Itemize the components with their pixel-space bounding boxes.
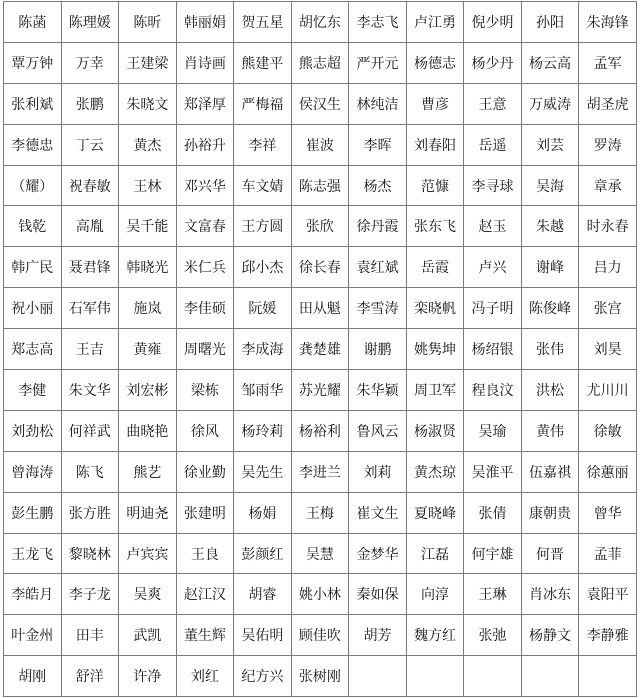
table-cell: 韩广民 bbox=[4, 247, 62, 288]
table-cell: 刘劲松 bbox=[4, 410, 62, 451]
table-cell: 李子龙 bbox=[61, 574, 119, 615]
table-cell: 李德忠 bbox=[4, 124, 62, 165]
table-cell: 姚小林 bbox=[291, 574, 349, 615]
table-cell: 章承 bbox=[579, 165, 637, 206]
table-cell: 米仁兵 bbox=[176, 247, 234, 288]
table-cell: 江磊 bbox=[406, 533, 464, 574]
table-cell: 朱越 bbox=[521, 206, 579, 247]
table-cell: 聂君锋 bbox=[61, 247, 119, 288]
table-cell: 施岚 bbox=[119, 288, 177, 329]
table-cell: 陈理媛 bbox=[61, 2, 119, 43]
table-cell: 吴先生 bbox=[234, 451, 292, 492]
table-cell: 武凯 bbox=[119, 615, 177, 656]
table-cell: 吴瑜 bbox=[464, 410, 522, 451]
table-cell: 韩晓光 bbox=[119, 247, 177, 288]
table-cell: 严梅福 bbox=[234, 83, 292, 124]
table-cell bbox=[464, 656, 522, 697]
table-cell: 明迪尧 bbox=[119, 492, 177, 533]
table-cell: 张利斌 bbox=[4, 83, 62, 124]
table-cell bbox=[349, 656, 407, 697]
table-cell: 冯子明 bbox=[464, 288, 522, 329]
table-cell: 田丰 bbox=[61, 615, 119, 656]
table-row bbox=[4, 451, 637, 492]
table-cell: 刘莉 bbox=[349, 451, 407, 492]
table-cell: 车文婧 bbox=[234, 165, 292, 206]
table-cell: 李静雅 bbox=[579, 615, 637, 656]
table-row bbox=[4, 247, 637, 288]
table-cell: 杨德志 bbox=[406, 42, 464, 83]
table-cell: 李雪涛 bbox=[349, 288, 407, 329]
table-cell: 纪方兴 bbox=[234, 656, 292, 697]
table-cell: 王龙飞 bbox=[4, 533, 62, 574]
table-row bbox=[4, 492, 637, 533]
table-cell: 李寻球 bbox=[464, 165, 522, 206]
table-cell: 文富春 bbox=[176, 206, 234, 247]
table-cell: 许净 bbox=[119, 656, 177, 697]
table-cell: 苏光耀 bbox=[291, 370, 349, 411]
table-cell: 林纯洁 bbox=[349, 83, 407, 124]
table-cell: 卢宾宾 bbox=[119, 533, 177, 574]
table-cell: 舒洋 bbox=[61, 656, 119, 697]
table-cell: 张鹏 bbox=[61, 83, 119, 124]
table-cell: 熊建平 bbox=[234, 42, 292, 83]
table-cell: 张弛 bbox=[464, 615, 522, 656]
table-cell: 谢鹏 bbox=[349, 329, 407, 370]
table-cell: 杨玲莉 bbox=[234, 410, 292, 451]
table-cell: 张倩 bbox=[464, 492, 522, 533]
table-cell: 杨少丹 bbox=[464, 42, 522, 83]
table-cell: 邹雨华 bbox=[234, 370, 292, 411]
table-cell: 何祥武 bbox=[61, 410, 119, 451]
table-cell: 孟菲 bbox=[579, 533, 637, 574]
table-cell: 彭颜红 bbox=[234, 533, 292, 574]
table-cell: 邓兴华 bbox=[176, 165, 234, 206]
table-cell: 张方胜 bbox=[61, 492, 119, 533]
table-cell bbox=[521, 656, 579, 697]
table-cell: 万幸 bbox=[61, 42, 119, 83]
table-cell: （耀） bbox=[4, 165, 62, 206]
table-cell: 李祥 bbox=[234, 124, 292, 165]
table-cell: 曾华 bbox=[579, 492, 637, 533]
name-table bbox=[3, 1, 637, 697]
table-cell: 陈昕 bbox=[119, 2, 177, 43]
table-cell: 熊艺 bbox=[119, 451, 177, 492]
table-cell: 侯汉生 bbox=[291, 83, 349, 124]
table-cell bbox=[579, 656, 637, 697]
table-cell: 祝春敏 bbox=[61, 165, 119, 206]
table-cell: 胡忆东 bbox=[291, 2, 349, 43]
table-cell: 徐丹霞 bbox=[349, 206, 407, 247]
table-cell: 刘芸 bbox=[521, 124, 579, 165]
table-cell: 杨绍银 bbox=[464, 329, 522, 370]
table-cell: 叶金州 bbox=[4, 615, 62, 656]
table-row bbox=[4, 165, 637, 206]
table-cell: 何晋 bbox=[521, 533, 579, 574]
table-cell: 孙裕升 bbox=[176, 124, 234, 165]
table-cell: 阮媛 bbox=[234, 288, 292, 329]
table-cell: 魏方红 bbox=[406, 615, 464, 656]
table-cell: 尤川川 bbox=[579, 370, 637, 411]
table-cell: 韩丽娟 bbox=[176, 2, 234, 43]
table-cell: 高胤 bbox=[61, 206, 119, 247]
table-cell bbox=[406, 656, 464, 697]
table-cell: 杨云高 bbox=[521, 42, 579, 83]
table-cell: 黄杰琼 bbox=[406, 451, 464, 492]
table-cell: 袁红斌 bbox=[349, 247, 407, 288]
table-row bbox=[4, 410, 637, 451]
table-cell: 王良 bbox=[176, 533, 234, 574]
table-cell: 徐蕙丽 bbox=[579, 451, 637, 492]
table-cell: 杨娟 bbox=[234, 492, 292, 533]
table-row bbox=[4, 656, 637, 697]
table-cell: 杨裕利 bbox=[291, 410, 349, 451]
table-cell: 曾海涛 bbox=[4, 451, 62, 492]
table-cell: 贺五星 bbox=[234, 2, 292, 43]
table-cell: 康朝贵 bbox=[521, 492, 579, 533]
table-cell: 朱海锋 bbox=[579, 2, 637, 43]
table-cell: 祝小丽 bbox=[4, 288, 62, 329]
table-cell: 伍嘉祺 bbox=[521, 451, 579, 492]
table-cell: 金梦华 bbox=[349, 533, 407, 574]
table-cell: 王方圆 bbox=[234, 206, 292, 247]
table-cell: 吴千能 bbox=[119, 206, 177, 247]
table-cell: 李佳硕 bbox=[176, 288, 234, 329]
table-cell: 范慷 bbox=[406, 165, 464, 206]
table-row bbox=[4, 2, 637, 43]
table-cell: 张树刚 bbox=[291, 656, 349, 697]
table-cell: 姚隽坤 bbox=[406, 329, 464, 370]
table-row bbox=[4, 124, 637, 165]
table-cell: 谢峰 bbox=[521, 247, 579, 288]
table-cell: 陈菡 bbox=[4, 2, 62, 43]
table-cell: 李晖 bbox=[349, 124, 407, 165]
table-cell: 黄杰 bbox=[119, 124, 177, 165]
table-cell: 李成海 bbox=[234, 329, 292, 370]
table-cell: 田从魁 bbox=[291, 288, 349, 329]
table-cell: 肖诗画 bbox=[176, 42, 234, 83]
table-cell: 赵玉 bbox=[464, 206, 522, 247]
table-row bbox=[4, 83, 637, 124]
table-cell: 万威涛 bbox=[521, 83, 579, 124]
table-cell: 李健 bbox=[4, 370, 62, 411]
table-cell: 张欣 bbox=[291, 206, 349, 247]
table-cell: 倪少明 bbox=[464, 2, 522, 43]
table-cell: 徐敏 bbox=[579, 410, 637, 451]
table-cell: 李皓月 bbox=[4, 574, 62, 615]
table-cell: 罗涛 bbox=[579, 124, 637, 165]
table-cell: 栾晓帆 bbox=[406, 288, 464, 329]
table-cell: 张建明 bbox=[176, 492, 234, 533]
table-cell: 杨淑贤 bbox=[406, 410, 464, 451]
table-cell: 张伟 bbox=[521, 329, 579, 370]
table-cell: 周曙光 bbox=[176, 329, 234, 370]
table-cell: 张宫 bbox=[579, 288, 637, 329]
table-cell: 徐长春 bbox=[291, 247, 349, 288]
table-cell: 崔文生 bbox=[349, 492, 407, 533]
table-cell: 曲晓艳 bbox=[119, 410, 177, 451]
table-cell: 吴慧 bbox=[291, 533, 349, 574]
table-cell: 顾佳吹 bbox=[291, 615, 349, 656]
table-cell: 钱乾 bbox=[4, 206, 62, 247]
table-cell: 张东飞 bbox=[406, 206, 464, 247]
table-cell: 刘红 bbox=[176, 656, 234, 697]
table-cell: 吴海 bbox=[521, 165, 579, 206]
table-cell: 胡圣虎 bbox=[579, 83, 637, 124]
table-cell: 吕力 bbox=[579, 247, 637, 288]
table-cell: 梁栋 bbox=[176, 370, 234, 411]
table-cell: 王梅 bbox=[291, 492, 349, 533]
table-cell: 夏晓峰 bbox=[406, 492, 464, 533]
table-row bbox=[4, 329, 637, 370]
table-row bbox=[4, 574, 637, 615]
table-cell: 秦如保 bbox=[349, 574, 407, 615]
table-cell: 朱文华 bbox=[61, 370, 119, 411]
table-cell: 王建梁 bbox=[119, 42, 177, 83]
table-cell: 丁云 bbox=[61, 124, 119, 165]
table-row bbox=[4, 42, 637, 83]
table-cell: 时永春 bbox=[579, 206, 637, 247]
table-cell: 邱小杰 bbox=[234, 247, 292, 288]
table-cell: 孙阳 bbox=[521, 2, 579, 43]
table-cell: 龚楚雄 bbox=[291, 329, 349, 370]
table-cell: 吴淮平 bbox=[464, 451, 522, 492]
table-cell: 杨静文 bbox=[521, 615, 579, 656]
table-cell: 朱晓文 bbox=[119, 83, 177, 124]
table-cell: 熊志超 bbox=[291, 42, 349, 83]
name-table-body bbox=[4, 2, 637, 697]
table-cell: 刘春阳 bbox=[406, 124, 464, 165]
table-cell: 洪松 bbox=[521, 370, 579, 411]
table-cell: 黄雍 bbox=[119, 329, 177, 370]
table-cell: 黄伟 bbox=[521, 410, 579, 451]
table-cell: 鲁风云 bbox=[349, 410, 407, 451]
table-row bbox=[4, 206, 637, 247]
table-cell: 岳霞 bbox=[406, 247, 464, 288]
table-cell: 何宇雄 bbox=[464, 533, 522, 574]
table-cell: 袁阳平 bbox=[579, 574, 637, 615]
table-cell: 卢江勇 bbox=[406, 2, 464, 43]
table-cell: 刘宏彬 bbox=[119, 370, 177, 411]
table-cell: 徐风 bbox=[176, 410, 234, 451]
table-cell: 向淳 bbox=[406, 574, 464, 615]
table-cell: 孟军 bbox=[579, 42, 637, 83]
table-cell: 董生辉 bbox=[176, 615, 234, 656]
table-cell: 赵江汉 bbox=[176, 574, 234, 615]
table-cell: 覃万钟 bbox=[4, 42, 62, 83]
table-cell: 周卫军 bbox=[406, 370, 464, 411]
table-cell: 程良汶 bbox=[464, 370, 522, 411]
table-cell: 郑泽厚 bbox=[176, 83, 234, 124]
table-cell: 石军伟 bbox=[61, 288, 119, 329]
table-row bbox=[4, 370, 637, 411]
table-cell: 曹彦 bbox=[406, 83, 464, 124]
table-cell: 陈飞 bbox=[61, 451, 119, 492]
table-cell: 吴爽 bbox=[119, 574, 177, 615]
table-cell: 崔波 bbox=[291, 124, 349, 165]
table-cell: 李志飞 bbox=[349, 2, 407, 43]
table-cell: 王意 bbox=[464, 83, 522, 124]
table-cell: 陈志强 bbox=[291, 165, 349, 206]
table-row bbox=[4, 288, 637, 329]
table-cell: 杨杰 bbox=[349, 165, 407, 206]
table-cell: 卢兴 bbox=[464, 247, 522, 288]
table-cell: 郑志高 bbox=[4, 329, 62, 370]
table-cell: 胡芳 bbox=[349, 615, 407, 656]
table-cell: 王吉 bbox=[61, 329, 119, 370]
table-cell: 胡刚 bbox=[4, 656, 62, 697]
table-cell: 徐业勤 bbox=[176, 451, 234, 492]
table-cell: 刘昊 bbox=[579, 329, 637, 370]
table-cell: 严开元 bbox=[349, 42, 407, 83]
table-cell: 李进兰 bbox=[291, 451, 349, 492]
table-cell: 吴佑明 bbox=[234, 615, 292, 656]
table-cell: 胡睿 bbox=[234, 574, 292, 615]
table-cell: 岳遥 bbox=[464, 124, 522, 165]
table-cell: 黎晓林 bbox=[61, 533, 119, 574]
table-cell: 王林 bbox=[119, 165, 177, 206]
table-cell: 彭生鹏 bbox=[4, 492, 62, 533]
table-row bbox=[4, 615, 637, 656]
table-cell: 陈俊峰 bbox=[521, 288, 579, 329]
table-cell: 王琳 bbox=[464, 574, 522, 615]
table-row bbox=[4, 533, 637, 574]
table-cell: 肖冰东 bbox=[521, 574, 579, 615]
table-cell: 朱华颖 bbox=[349, 370, 407, 411]
